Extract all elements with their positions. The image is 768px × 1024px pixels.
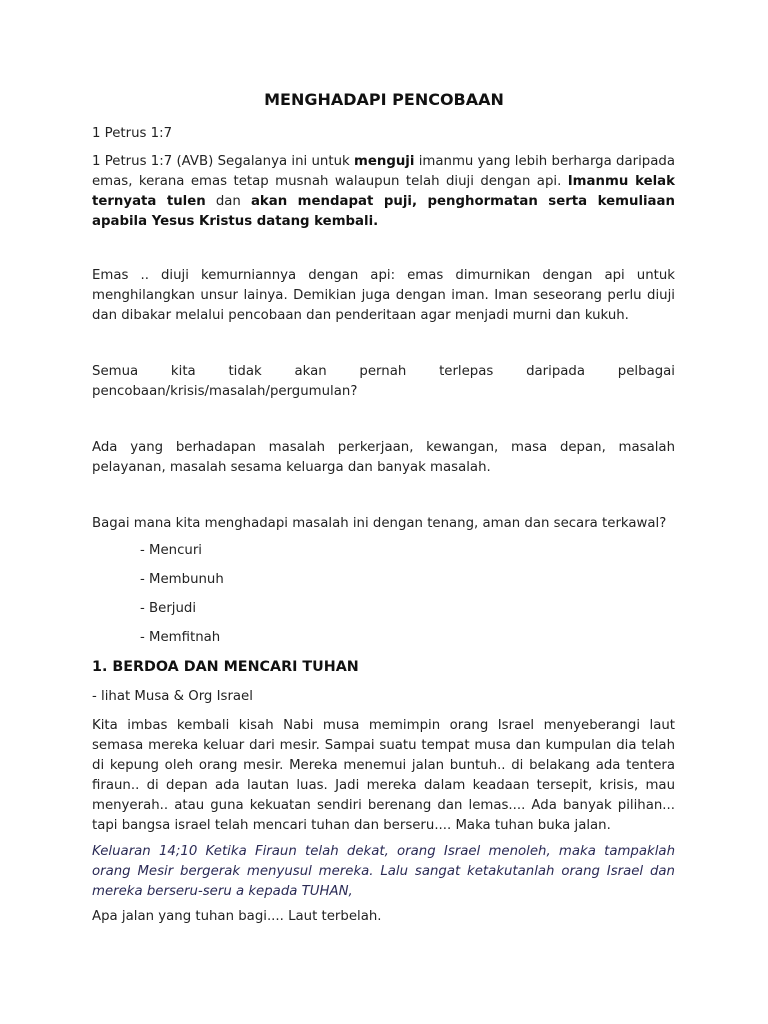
paragraph-gold: Emas .. diuji kemurniannya dengan api: emas dimurnikan dengan api untuk menghilangkan unsur lainya. Demikian juga dengan iman. Iman seseorang perlu diuji dan dibakar melalui pencobaan dan penderitaan agar menjadi murni dan kukuh.	[92, 268, 675, 323]
scripture-quote: Keluaran 14;10 Ketika Firaun telah dekat, orang Israel menoleh, maka tampaklah orang Mesir bergerak menyusul mereka. Lalu sangat ketakutanlah orang Israel dan mereka berseru-seru a kepada TUHAN,	[92, 844, 675, 899]
section-subtitle: - lihat Musa & Org Israel	[92, 689, 253, 704]
verse-bold-1: menguji	[353, 154, 415, 169]
verse-text-1: 1 Petrus 1:7 (AVB) Segalanya ini untuk	[92, 154, 354, 169]
paragraph-semua-line1: Semua kita tidak akan pernah terlepas daripada pelbagai	[92, 364, 675, 379]
document-title: MENGHADAPI PENCOBAAN	[264, 90, 504, 109]
section-heading: 1. BERDOA DAN MENCARI TUHAN	[92, 659, 359, 675]
paragraph-apa: Apa jalan yang tuhan bagi.... Laut terbelah.	[92, 909, 382, 924]
list-item: - Membunuh	[140, 572, 224, 587]
list-item: - Mencuri	[140, 543, 203, 558]
scripture-reference: 1 Petrus 1:7	[92, 126, 173, 141]
paragraph-bagai: Bagai mana kita menghadapi masalah ini dengan tenang, aman dan secara terkawal?	[92, 516, 667, 531]
list-item: - Memfitnah	[140, 630, 221, 645]
verse-bold-2: Imanmu kelak ternyata tulen	[92, 174, 675, 209]
verse-paragraph	[92, 152, 675, 232]
paragraph-semua-line2: pencobaan/krisis/masalah/pergumulan?	[92, 384, 358, 399]
paragraph-kita: Kita imbas kembali kisah Nabi musa memimpin orang Israel menyeberangi laut semasa mereka keluar dari mesir. Sampai suatu tempat musa dan kumpulan dia telah di kepung oleh orang mesir. Mereka menemui jalan buntuh.. di belakang ada tentera firaun.. di depan ada lautan luas. Jadi mereka dalam keadaan tersepit, krisis, mau menyerah.. atau guna kekuatan sendiri berenang dan lemas.... Ada banyak pilihan... tapi bangsa israel telah mencari tuhan dan berseru.... Maka tuhan buka jalan.	[92, 718, 675, 833]
list-item: - Berjudi	[140, 601, 197, 616]
verse-bold-3: akan mendapat puji, penghormatan serta kemuliaan apabila Yesus Kristus datang kembali.	[92, 194, 675, 229]
verse-text-3: dan	[205, 194, 251, 209]
paragraph-ada: Ada yang berhadapan masalah perkerjaan, kewangan, masa depan, masalah pelayanan, masalah sesama keluarga dan banyak masalah.	[92, 440, 675, 475]
verse-text-2: imanmu yang lebih berharga daripada emas, kerana emas tetap musnah walaupun telah diuji dengan api.	[92, 154, 675, 189]
